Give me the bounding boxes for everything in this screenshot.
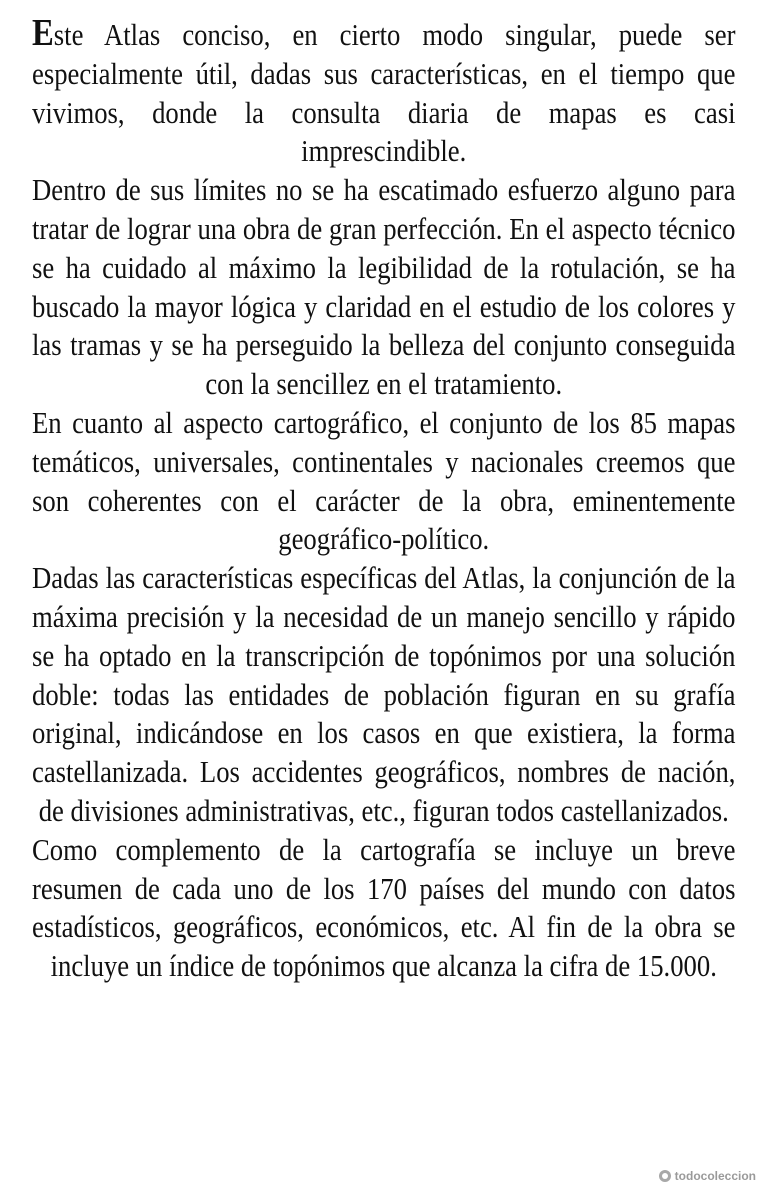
document-body [32,14,735,986]
paragraph-text: Como complemento de la cartografía se incluye un breve resumen de cada uno de los 170 países del mundo con datos estadísticos, geográficos, económicos, etc. Al fin de la obra se incluye un índice de topónimos que alcanza la cifra de 15.000. [32,831,736,984]
paragraph-text: Dadas las características específicas del Atlas, la conjunción de la máxima precisión y la necesidad de un manejo sencillo y rápido se ha optado en la transcripción de topónimos por una solución doble: todas las entidades de población figuran en su grafía original, indicándose en los casos en que existiera, la forma castellanizada. Los accidentes geográficos, nombres de nación, de divisiones administrativas, etc., figuran todos castellanizados. [32,560,736,828]
drop-cap: E [32,12,54,54]
paragraph-text: Dentro de sus límites no se ha escatimado esfuerzo alguno para tratar de lograr una obra de gran perfección. En el aspecto técnico se ha cuidado al máximo la legibilidad de la rotulación, se ha buscado la mayor lógica y claridad en el estudio de los colores y las tramas y se ha perseguido la belleza del conjunto conseguida con la sencillez en el tratamiento. [32,172,736,402]
paragraph-3 [32,404,735,559]
paragraph-text: En cuanto al aspecto cartográfico, el conjunto de los 85 mapas temáticos, universales, continentales y nacionales creemos que son coherentes con el carácter de la obra, eminentemente geográfico-político. [32,404,736,557]
paragraph-4 [32,559,735,831]
watermark [659,1169,756,1183]
paragraph-5 [32,831,735,986]
paragraph-1 [32,14,735,171]
paragraph-text: ste Atlas conciso, en cierto modo singular, puede ser especialmente útil, dadas sus características, en el tiempo que vivimos, donde la consulta diaria de mapas es casi imprescindible. [32,17,736,169]
paragraph-2 [32,171,735,404]
watermark-logo-icon [659,1170,671,1182]
watermark-text: todocoleccion [674,1169,756,1183]
